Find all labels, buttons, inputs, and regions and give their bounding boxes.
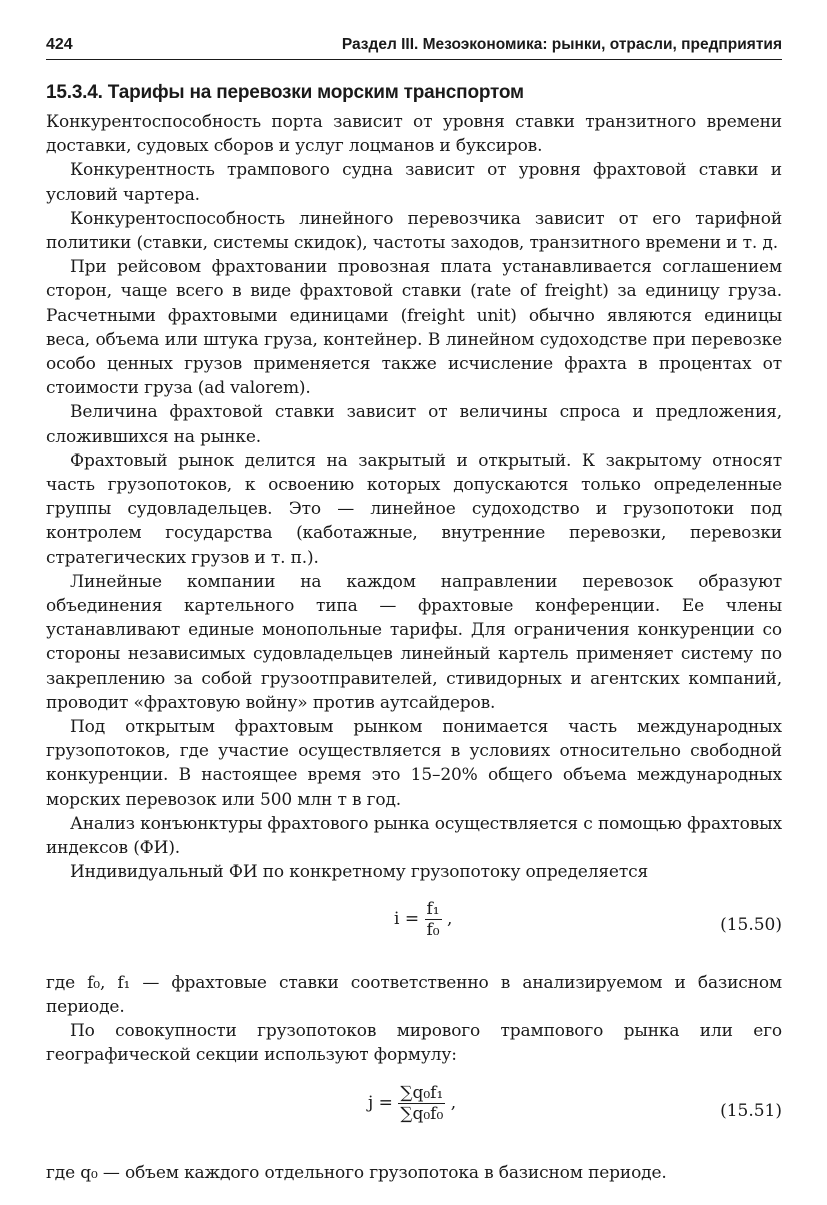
paragraph: Конкурентность трампового судна зависит от уровня фрахтовой ставки и условий чартера. <box>46 160 782 205</box>
fraction <box>425 899 442 940</box>
paragraph: Под открытым фрахтовым рынком понимается часть международных грузопотоков, где участие осуществляется в условиях относительно свободной конкуренции. В настоящее время это 15–20% общего объема международных морских перевозок или 500 млн т в год. <box>46 717 782 810</box>
formula-tail: , <box>447 908 453 929</box>
equation-number: (15.51) <box>720 1101 782 1122</box>
paragraph: При рейсовом фрахтовании провозная плата устанавливается соглашением сторон, чаще всего в виде фрахтовой ставки (rate of freight) за единицу груза. Расчетными фрахтовыми единицами (freight unit) обычно являются единицы веса, объема или штука груза, контейнер. В линейном судоходстве при перевозке особо ценных грузов применяется также исчисление фрахта в процентах от стоимости груза (ad valorem). <box>46 257 782 399</box>
formula-expression <box>394 899 452 940</box>
formula-15-50 <box>46 893 782 971</box>
paragraph: По совокупности грузопотоков мирового трампового рынка или его географической секции используют формулу: <box>46 1020 782 1066</box>
paragraph: Линейные компании на каждом направлении перевозок образуют объединения картельного типа — фрахтовые конференции. Ее члены устанавливают единые монопольные тарифы. Для ограничения конкуренции со стороны независимых судовладельцев линейный картель применяет систему по закреплению за собой грузоотправителей, стивидорных и агентских компаний, проводит «фрахтовую войну» против аутсайдеров. <box>46 571 782 713</box>
subsection-heading: 15.3.4. Тарифы на перевозки морским транспортом <box>46 82 524 103</box>
equation-number: (15.50) <box>720 914 782 935</box>
page-number: 424 <box>46 36 73 53</box>
fraction-numerator: f₁ <box>426 898 440 919</box>
fraction <box>398 1083 445 1124</box>
paragraph: Величина фрахтовой ставки зависит от величины спроса и предложения, сложившихся на рынке. <box>46 402 782 447</box>
running-header <box>46 36 782 60</box>
paragraph: Индивидуальный ФИ по конкретному грузопотоку определяется <box>70 862 649 883</box>
formula-15-51 <box>46 1077 782 1161</box>
paragraph: Фрахтовый рынок делится на закрытый и открытый. К закрытому относят часть грузопотоков, к освоению которых допускаются только определенные группы судовладельцев. Это — линейное судоходство и грузопотоки под контролем государства (каботажные, внутренние перевозки, перевозки стратегических грузов и т. п.). <box>46 450 782 568</box>
fraction-denominator: ∑q₀f₀ <box>400 1104 444 1125</box>
formula-expression <box>368 1083 456 1124</box>
formula-tail: , <box>450 1093 457 1114</box>
paragraph: Конкурентоспособность порта зависит от уровня ставки транзитного времени доставки, судовых сборов и услуг лоцманов и буксиров. <box>46 112 782 157</box>
paragraph: где f₀, f₁ — фрахтовые ставки соответственно в анализируемом и базисном периоде. <box>46 972 782 1017</box>
section-title: Раздел III. Мезоэкономика: рынки, отрасли, предприятия <box>341 36 782 53</box>
paragraph: Конкурентоспособность линейного перевозчика зависит от его тарифной политики (ставки, системы скидок), частоты заходов, транзитного времени и т. д. <box>46 208 782 254</box>
page <box>46 36 782 1186</box>
paragraph: Анализ конъюнктуры фрахтового рынка осуществляется с помощью фрахтовых индексов (ФИ). <box>46 813 782 859</box>
formula-lhs: j = <box>368 1093 393 1114</box>
fraction-numerator: ∑q₀f₁ <box>400 1083 444 1104</box>
paragraph: где q₀ — объем каждого отдельного грузопотока в базисном периоде. <box>46 1163 667 1184</box>
fraction-denominator: f₀ <box>426 919 440 940</box>
formula-lhs: i = <box>394 908 420 929</box>
